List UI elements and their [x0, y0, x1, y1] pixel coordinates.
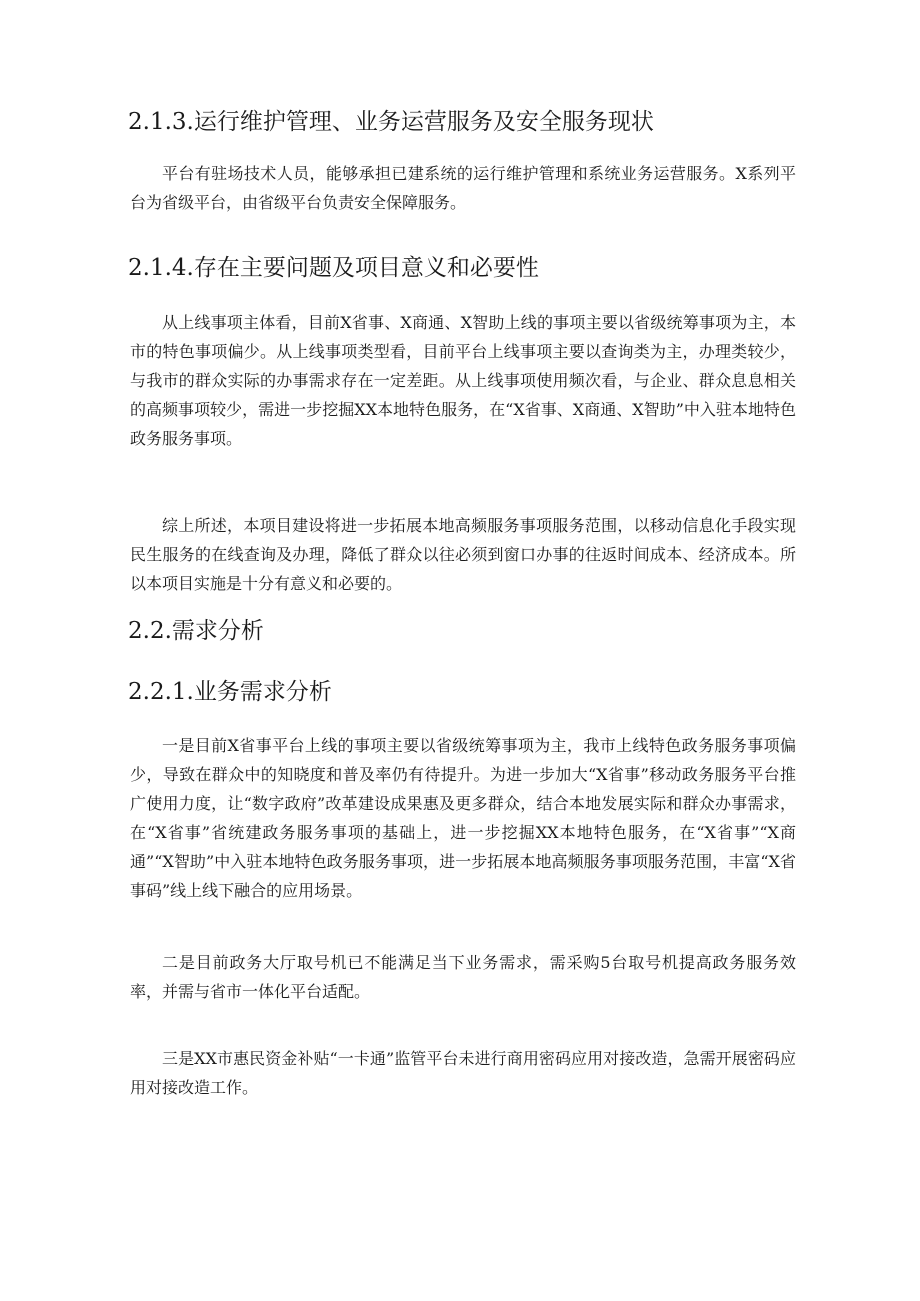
paragraph-requirement-two: 二是目前政务大厅取号机已不能满足当下业务需求，需采购5台取号机提高政务服务效率，并需与省市一体化平台适配。: [130, 953, 796, 1001]
paragraph-requirement-one: 一是目前X省事平台上线的事项主要以省级统筹事项为主，我市上线特色政务服务事项偏少，导致在群众中的知晓度和普及率仍有待提升。为进一步加大“X省事”移动政务服务平台推广使用力度，让“数字政府”改革建设成果惠及更多群众，结合本地发展实际和群众办事需求，在“X省事”省统建政务服务事项的基础上，进一步挖掘XX本地特色服务，在“X省事”“X商通”“X智助”中入驻本地特色政务服务事项，进一步拓展本地高频服务事项服务范围，丰富“X省事码”线上线下融合的应用场景。: [130, 736, 796, 900]
section-heading-2-1-3: 2.1.3.运行维护管理、业务运营服务及安全服务现状: [128, 109, 654, 135]
section-heading-2-2-1: 2.2.1.业务需求分析: [128, 679, 332, 705]
paragraph-ops-status: 平台有驻场技术人员，能够承担已建系统的运行维护管理和系统业务运营服务。X系列平台为省级平台，由省级平台负责安全保障服务。: [130, 164, 796, 212]
paragraph-main-problems: 从上线事项主体看，目前X省事、X商通、X智助上线的事项主要以省级统筹事项为主，本市的特色事项偏少。从上线事项类型看，目前平台上线事项主要以查询类为主，办理类较少，与我市的群众实际的办事需求存在一定差距。从上线事项使用频次看，与企业、群众息息相关的高频事项较少，需进一步挖掘XX本地特色服务，在“X省事、X商通、X智助”中入驻本地特色政务服务事项。: [130, 313, 796, 448]
section-heading-2-2: 2.2.需求分析: [128, 618, 264, 644]
paragraph-requirement-three: 三是XX市惠民资金补贴“一卡通”监管平台未进行商用密码应用对接改造，急需开展密码应用对接改造工作。: [130, 1049, 796, 1097]
section-heading-2-1-4: 2.1.4.存在主要问题及项目意义和必要性: [128, 255, 539, 281]
paragraph-summary: 综上所述，本项目建设将进一步拓展本地高频服务事项服务范围，以移动信息化手段实现民生服务的在线查询及办理，降低了群众以往必须到窗口办事的往返时间成本、经济成本。所以本项目实施是十分有意义和必要的。: [130, 516, 796, 593]
